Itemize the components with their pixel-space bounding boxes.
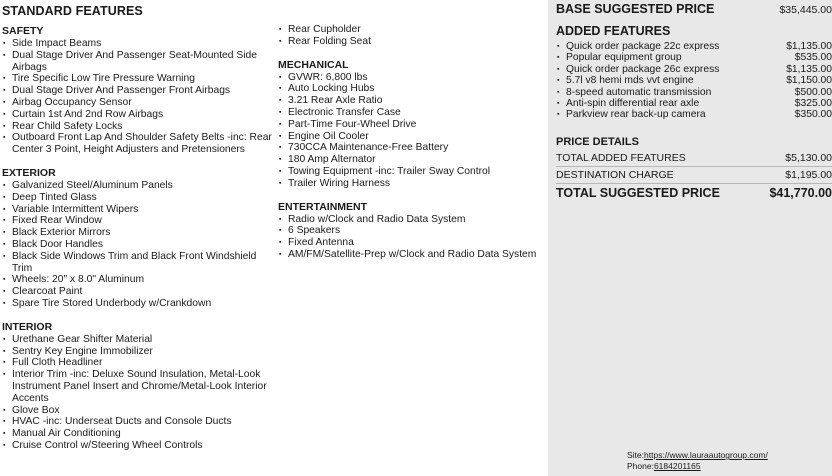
destination-label: DESTINATION CHARGE [556,169,674,181]
section-heading: EXTERIOR [2,166,56,179]
feature-item: ▪ Glove Box [2,405,272,417]
feature-item: ▪ Electronic Transfer Case [278,107,546,119]
base-price-value: $35,445.00 [779,4,832,16]
feature-item: ▪ Engine Oil Cooler [278,131,546,143]
feature-item: ▪ Fixed Rear Window [2,215,272,227]
added-feature-price: $1,150.00 [786,75,832,87]
section-heading: INTERIOR [2,320,53,333]
price-details-heading: PRICE DETAILS [556,136,639,148]
added-feature-price: $350.00 [794,109,832,121]
feature-item: ▪ Outboard Front Lap And Shoulder Safety Belts -inc: Rear Center 3 Point, Height Adjusters and Pretensioners [2,132,272,156]
feature-item: ▪ Tire Specific Low Tire Pressure Warning [2,73,272,85]
added-feature-item [556,41,832,52]
added-feature-name: ▪ Quick order package 26c express [566,63,720,75]
feature-item: ▪ 3.21 Rear Axle Ratio [278,95,546,107]
destination-value: $1,195.00 [785,169,832,181]
feature-item: ▪ Black Exterior Mirrors [2,227,272,239]
added-feature-name: ▪ Popular equipment group [566,52,682,64]
feature-section [2,25,272,156]
total-price-row [556,186,832,200]
added-feature-item [556,98,832,109]
feature-item: ▪ Radio w/Clock and Radio Data System [278,214,546,226]
section-heading: ENTERTAINMENT [278,200,368,213]
feature-item: ▪ Full Cloth Headliner [2,357,272,369]
section-heading: SAFETY [2,25,44,37]
feature-item: ▪ Sentry Key Engine Immobilizer [2,346,272,358]
added-feature-name: ▪ 8-speed automatic transmission [566,86,712,98]
added-feature-name: ▪ Parkview rear back-up camera [566,109,706,121]
feature-item: ▪ Airbag Occupancy Sensor [2,97,272,109]
added-feature-price: $1,135.00 [786,41,832,52]
added-feature-item [556,109,832,120]
feature-item: ▪ 180 Amp Alternator [278,154,546,166]
total-added-row [556,152,832,164]
feature-section [2,321,272,452]
feature-section [278,59,546,190]
total-added-label: TOTAL ADDED FEATURES [556,152,686,164]
base-price-label: BASE SUGGESTED PRICE [556,2,715,16]
added-feature-name: ▪ Anti-spin differential rear axle [566,98,700,110]
feature-item: ▪ GVWR: 6,800 lbs [278,72,546,84]
added-feature-item [556,87,832,98]
page-title: STANDARD FEATURES [2,4,143,18]
feature-item: ▪ Part-Time Four-Wheel Drive [278,119,546,131]
added-features-list [556,41,832,121]
total-price-value: $41,770.00 [769,186,832,200]
base-price-row [556,2,832,16]
feature-item: ▪ Urethane Gear Shifter Material [2,334,272,346]
feature-item: ▪ Black Side Windows Trim and Black Front Windshield Trim [2,251,272,275]
added-feature-price: $500.00 [794,86,832,98]
site-link[interactable]: https://www.lauraautogroup.com/ [644,450,768,460]
feature-item: ▪ Spare Tire Stored Underbody w/Crankdown [2,298,272,310]
feature-item: ▪ Side Impact Beams [2,38,272,50]
destination-row [556,169,832,181]
site-label: Site: [627,450,645,460]
feature-item: ▪ Variable Intermittent Wipers [2,204,272,216]
added-feature-item [556,75,832,86]
feature-item: ▪ Rear Folding Seat [278,36,546,48]
features-column-1 [2,4,272,463]
feature-item: ▪ Deep Tinted Glass [2,192,272,204]
added-feature-item [556,64,832,75]
feature-item: ▪ Dual Stage Driver And Passenger Seat-Mounted Side Airbags [2,50,272,74]
feature-item: ▪ Black Door Handles [2,239,272,251]
feature-item: ▪ Trailer Wiring Harness [278,178,546,190]
phone-link[interactable]: 6184201165 [653,461,701,471]
feature-item: ▪ AM/FM/Satellite-Prep w/Clock and Radio Data System [278,249,546,261]
feature-item: ▪ HVAC -inc: Underseat Ducts and Console Ducts [2,416,272,428]
feature-item: ▪ Auto Locking Hubs [278,83,546,95]
feature-item: ▪ Manual Air Conditioning [2,428,272,440]
divider [556,166,832,167]
feature-item: ▪ Wheels: 20" x 8.0" Aluminum [2,274,272,286]
feature-section [2,167,272,310]
phone-label: Phone: [627,461,654,471]
divider [556,183,832,184]
feature-item: ▪ Dual Stage Driver And Passenger Front Airbags [2,85,272,97]
pricing-panel [548,0,832,476]
added-feature-name: ▪ 5.7l v8 hemi mds vvt engine [566,75,694,87]
added-feature-item [556,52,832,63]
total-added-value: $5,130.00 [785,152,832,164]
feature-item: ▪ 730CCA Maintenance-Free Battery [278,142,546,154]
added-features-heading: ADDED FEATURES [556,24,671,38]
added-feature-price: $1,135.00 [786,63,832,75]
feature-item: ▪ Curtain 1st And 2nd Row Airbags [2,109,272,121]
feature-item: ▪ Clearcoat Paint [2,286,272,298]
section-heading: MECHANICAL [278,58,349,71]
feature-item: ▪ Cruise Control w/Steering Wheel Controls [2,440,272,452]
feature-item: ▪ Towing Equipment -inc: Trailer Sway Control [278,166,546,178]
feature-item: ▪ Fixed Antenna [278,237,546,249]
feature-item: ▪ Galvanized Steel/Aluminum Panels [2,180,272,192]
feature-item: ▪ Rear Cupholder [278,24,546,36]
feature-section [278,201,546,261]
feature-item: ▪ Interior Trim -inc: Deluxe Sound Insulation, Metal-Look Instrument Panel Insert and Chrome/Metal-Look Interior Accents [2,369,272,404]
added-feature-name: ▪ Quick order package 22c express [566,41,720,52]
feature-item: ▪ 6 Speakers [278,225,546,237]
added-feature-price: $325.00 [794,98,832,110]
total-price-label: TOTAL SUGGESTED PRICE [556,186,720,200]
added-feature-price: $535.00 [794,52,832,64]
dealer-contact [627,450,768,472]
features-column-2 [278,24,546,272]
feature-item: ▪ Rear Child Safety Locks [2,121,272,133]
